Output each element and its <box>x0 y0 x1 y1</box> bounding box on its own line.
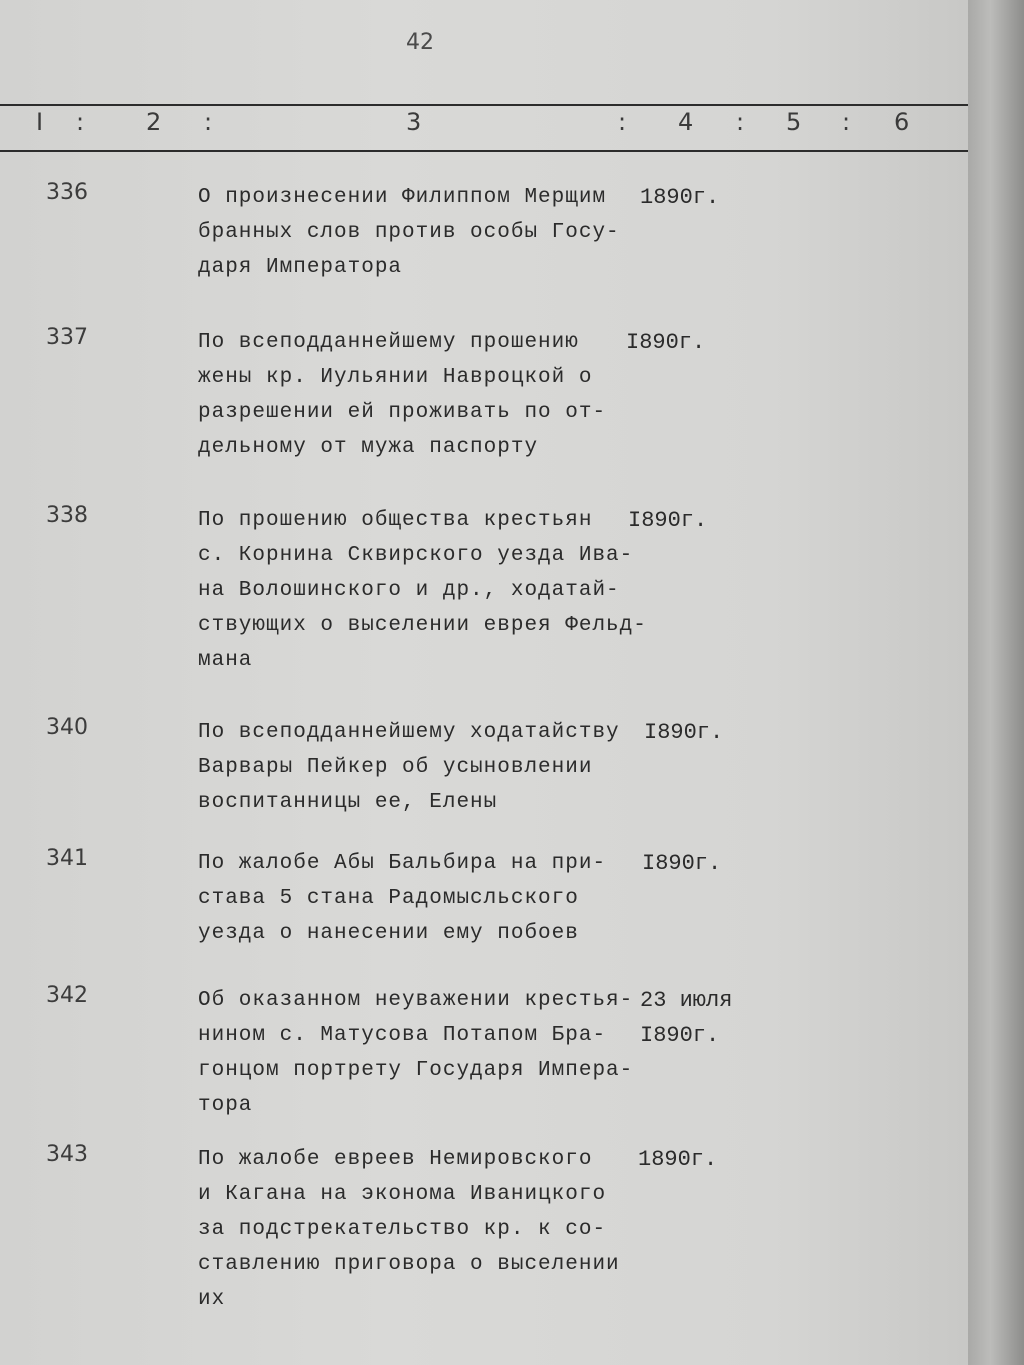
record-description <box>198 1142 658 1317</box>
date-line: 1890г. <box>638 1147 718 1172</box>
date-line: 1890г. <box>640 185 720 210</box>
page-number: 42 <box>406 30 434 55</box>
description-line: их <box>198 1288 226 1311</box>
column-separator: : <box>618 108 627 136</box>
column-header-2: 2 <box>146 108 162 136</box>
date-line: I890г. <box>626 330 706 355</box>
description-line: за подстрекательство кр. к со- <box>198 1218 607 1241</box>
record-number: 336 <box>46 180 88 205</box>
description-line: воспитанницы ее, Елены <box>198 791 498 814</box>
column-header-1: I <box>36 108 44 136</box>
column-separator: : <box>76 108 85 136</box>
date-line: I890г. <box>640 1023 720 1048</box>
record-number: 342 <box>46 983 88 1008</box>
record-date <box>642 846 721 881</box>
record-number: 337 <box>46 325 88 350</box>
date-line: I890г. <box>644 720 724 745</box>
description-line: тора <box>198 1094 253 1117</box>
record-date <box>626 325 705 360</box>
description-line: с. Корнина Сквирского уезда Ива- <box>198 544 634 567</box>
description-line: Варвары Пейкер об усыновлении <box>198 756 593 779</box>
record-date <box>640 983 732 1053</box>
record-date <box>638 1142 717 1177</box>
header-top-rule <box>0 104 968 106</box>
description-line: на Волошинского и др., ходатай- <box>198 579 620 602</box>
description-line: дельному от мужа паспорту <box>198 436 539 459</box>
record-date <box>640 180 719 215</box>
description-line: и Кагана на эконома Иваницкого <box>198 1183 607 1206</box>
description-line: става 5 стана Радомысльского <box>198 887 579 910</box>
description-line: жены кр. Иульянии Навроцкой о <box>198 366 593 389</box>
column-header-6: 6 <box>894 108 910 136</box>
date-line: 23 июля <box>640 988 733 1013</box>
description-line: О произнесении Филиппом Мерщим <box>198 186 607 209</box>
column-separator: : <box>204 108 213 136</box>
record-number: 343 <box>46 1142 88 1167</box>
column-header-5: 5 <box>786 108 802 136</box>
column-header-4: 4 <box>678 108 694 136</box>
description-line: По жалобе Абы Бальбира на при- <box>198 852 607 875</box>
description-line: разрешении ей проживать по от- <box>198 401 607 424</box>
record-number: 338 <box>46 503 88 528</box>
column-header-3: 3 <box>406 108 422 136</box>
record-description <box>198 503 658 678</box>
description-line: уезда о нанесении ему побоев <box>198 922 579 945</box>
column-separator: : <box>842 108 851 136</box>
column-separator: : <box>736 108 745 136</box>
record-number: 341 <box>46 846 88 871</box>
description-line: По жалобе евреев Немировского <box>198 1148 593 1171</box>
description-line: гонцом портрету Государя Импера- <box>198 1059 634 1082</box>
description-line: По всеподданнейшему прошению <box>198 331 579 354</box>
description-line: мана <box>198 649 253 672</box>
date-line: I890г. <box>628 508 708 533</box>
header-bottom-rule <box>0 150 968 152</box>
description-line: ставлению приговора о выселении <box>198 1253 620 1276</box>
record-date <box>628 503 707 538</box>
record-date <box>644 715 723 750</box>
record-description <box>198 983 658 1123</box>
underlying-page-edge <box>968 0 1024 1365</box>
record-description <box>198 180 658 285</box>
record-description <box>198 325 658 465</box>
description-line: нином с. Матусова Потапом Бра- <box>198 1024 607 1047</box>
description-line: ствующих о выселении еврея Фельд- <box>198 614 647 637</box>
description-line: даря Императора <box>198 256 403 279</box>
description-line: По всеподданнейшему ходатайству <box>198 721 620 744</box>
description-line: По прошению общества крестьян <box>198 509 593 532</box>
record-description <box>198 846 658 951</box>
record-number: 340 <box>46 715 88 740</box>
description-line: бранных слов против особы Госу- <box>198 221 620 244</box>
record-description <box>198 715 658 820</box>
description-line: Об оказанном неуважении крестья- <box>198 989 634 1012</box>
date-line: I890г. <box>642 851 722 876</box>
